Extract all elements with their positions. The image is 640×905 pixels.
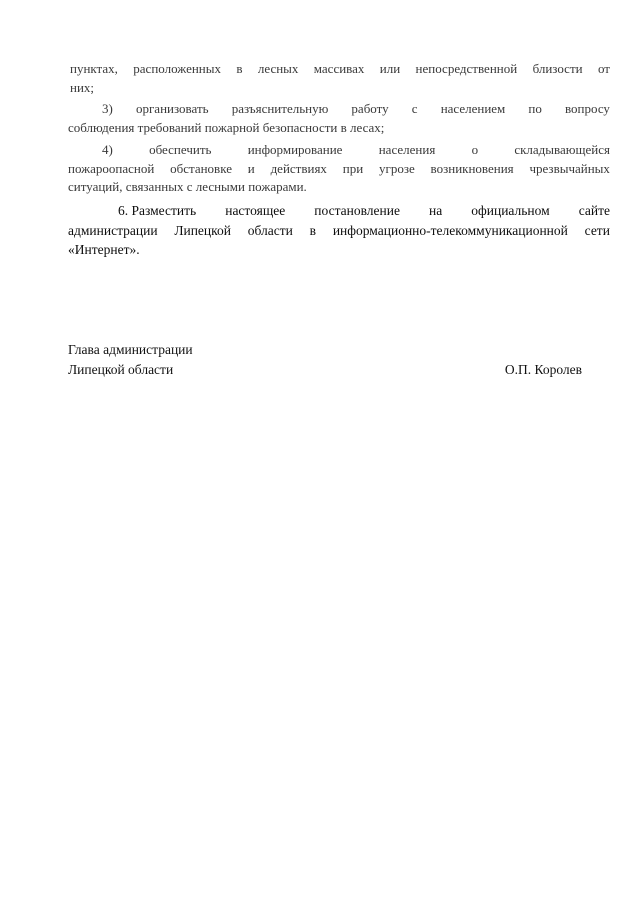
word: возникновения <box>430 160 514 176</box>
paragraph-line <box>68 100 610 119</box>
word: угрозе <box>378 160 415 176</box>
word: действиях <box>270 160 327 176</box>
list-item-4 <box>68 141 610 197</box>
list-item-6 <box>68 201 610 260</box>
word: непосредственной <box>415 61 518 76</box>
word: области <box>247 222 293 238</box>
word: администрации <box>68 222 158 238</box>
word: лесных <box>257 61 299 76</box>
word: по <box>528 101 542 116</box>
paragraph-line <box>68 141 610 160</box>
word: обстановке <box>170 160 232 176</box>
word: сети <box>584 222 610 238</box>
paragraph-line: «Интернет». <box>68 242 140 257</box>
item-number: 3) <box>102 101 113 116</box>
word: пожароопасной <box>68 160 155 176</box>
signature-title-line: Липецкой области <box>68 362 174 377</box>
paragraph-line: соблюдения требований пожарной безопасности в лесах; <box>68 119 385 135</box>
word: пунктах, <box>70 61 118 76</box>
word: населением <box>440 101 506 116</box>
word: населения <box>378 142 436 157</box>
paragraph-line <box>68 60 610 79</box>
item-number: 4) <box>102 142 113 157</box>
paragraph-line <box>68 201 610 221</box>
paragraph-line: них; <box>70 79 95 95</box>
word: настоящее <box>225 203 286 218</box>
paragraph-continuation <box>68 60 610 97</box>
word: расположенных <box>133 61 221 76</box>
word: Липецкой <box>174 222 231 238</box>
word: близости <box>532 61 583 76</box>
word: организовать <box>135 101 209 116</box>
word: массивах <box>313 61 365 76</box>
paragraph-line <box>68 160 610 179</box>
word: с <box>411 101 418 116</box>
signature-block <box>68 340 582 380</box>
word: постановление <box>314 203 400 218</box>
word: сайте <box>578 203 610 218</box>
word: информирование <box>247 142 343 157</box>
word: при <box>342 160 364 176</box>
word: разъяснительную <box>231 101 329 116</box>
word: о <box>471 142 479 157</box>
list-item-3 <box>68 100 610 137</box>
paragraph-line <box>68 221 610 241</box>
word: обеспечить <box>149 142 212 157</box>
word: работу <box>351 101 389 116</box>
word: 6. Разместить <box>118 203 197 218</box>
word: на <box>429 203 443 218</box>
word: в <box>236 61 243 76</box>
signature-title-line: Глава администрации <box>68 342 193 357</box>
word: информационно-телекоммуникационной <box>332 222 568 238</box>
signatory-name: О.П. Королев <box>504 362 582 377</box>
word: складывающейся <box>514 142 610 157</box>
word: и <box>247 160 255 176</box>
word: официальном <box>471 203 550 218</box>
word: в <box>309 222 317 238</box>
word: от <box>597 61 610 76</box>
word: или <box>379 61 401 76</box>
word: вопросу <box>565 101 610 116</box>
word: чрезвычайных <box>529 160 610 176</box>
signature-row <box>68 360 582 380</box>
paragraph-line: ситуаций, связанных с лесными пожарами. <box>68 179 307 194</box>
